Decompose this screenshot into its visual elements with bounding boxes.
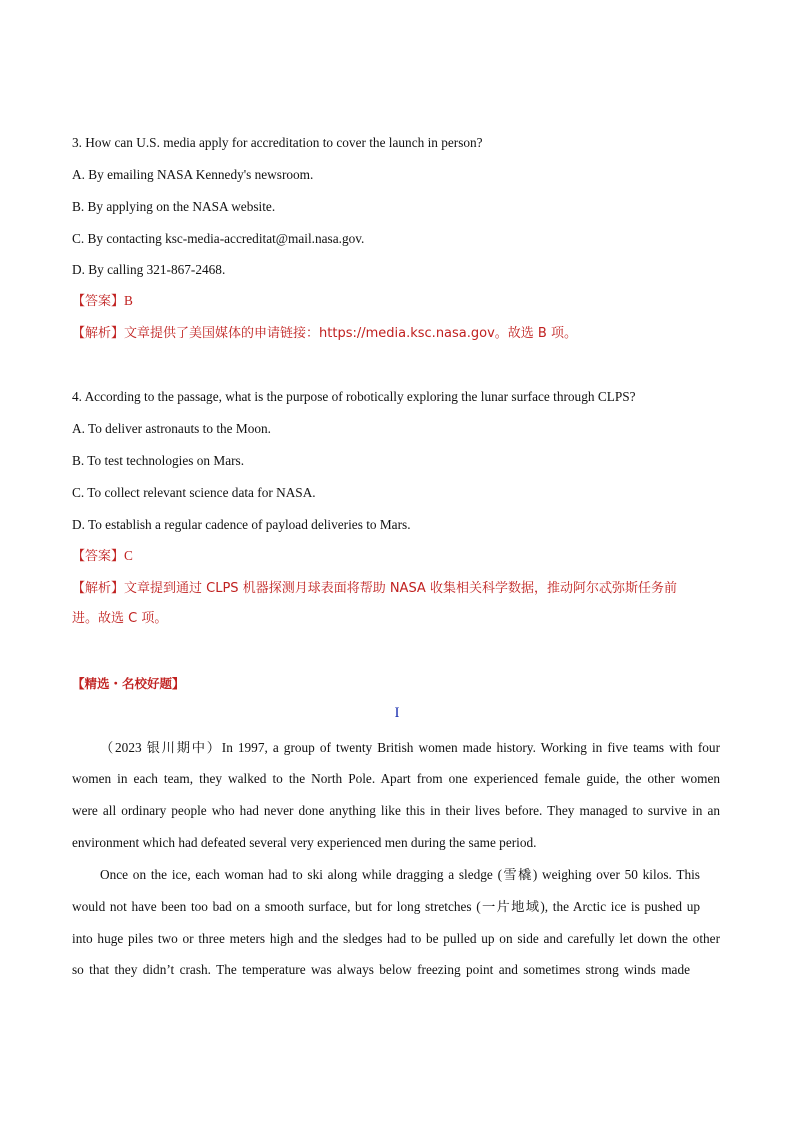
analysis-tag: 【解析】: [72, 581, 125, 596]
q3-option-d: D. By calling 321-867-2468.: [72, 262, 226, 277]
q3-option-b: B. By applying on the NASA website.: [72, 199, 276, 214]
p1-line-1: （2023 银川期中）In 1997, a group of twenty British women made history. Working in five teams with four: [100, 740, 720, 755]
p1-line-3: were all ordinary people who had never done anything like this in their lives before. They managed to survive in an: [72, 803, 720, 818]
answer-tag: 【答案】: [72, 549, 125, 564]
q4-option-c: C. To collect relevant science data for NASA.: [72, 485, 316, 500]
analysis-text: 文章提供了美国媒体的申请链接：https://media.ksc.nasa.gov。故选 B 项。: [124, 326, 577, 341]
question-4: 4. According to the passage, what is the purpose of robotically exploring the lunar surface through CLPS?: [72, 389, 636, 404]
answer-value: B: [124, 293, 133, 308]
p2-line-1: Once on the ice, each woman had to ski along while dragging a sledge (雪橇) weighing over 50 kilos. This: [100, 867, 700, 882]
q4-option-d: D. To establish a regular cadence of payload deliveries to Mars.: [72, 517, 411, 532]
analysis-tag: 【解析】: [72, 326, 125, 341]
q3-option-c: C. By contacting ksc-media-accreditat@mail.nasa.gov.: [72, 231, 365, 246]
answer-value: C: [124, 548, 133, 563]
question-3: 3. How can U.S. media apply for accreditation to cover the launch in person?: [72, 135, 483, 150]
p2-line-4: so that they didn’t crash. The temperature was always below freezing point and sometimes strong winds made: [72, 962, 690, 977]
p1-line-4: environment which had defeated several very experienced men during the same period.: [72, 835, 537, 850]
q4-analysis-line-2: 进。故选 C 项。: [72, 611, 168, 626]
q4-answer: [72, 546, 722, 567]
section-tag: 【精选・名校好题】: [72, 676, 185, 691]
p2-line-3: into huge piles two or three meters high and the sledges had to be pulled up on side and carefully let down the other: [72, 931, 720, 946]
p1-line-2: women in each team, they walked to the North Pole. Apart from one experienced female guide, the other women: [72, 771, 720, 786]
passage-number: I: [394, 705, 400, 721]
q3-answer: [72, 291, 722, 312]
q4-option-a: A. To deliver astronauts to the Moon.: [72, 421, 271, 436]
analysis-text: 文章提到通过 CLPS 机器探测月球表面将帮助 NASA 收集相关科学数据，推动阿尔忒弥斯任务前: [124, 581, 677, 596]
q4-analysis-line-1: [72, 578, 722, 599]
q4-option-b: B. To test technologies on Mars.: [72, 453, 245, 468]
q3-option-a: A. By emailing NASA Kennedy's newsroom.: [72, 167, 314, 182]
answer-tag: 【答案】: [72, 294, 125, 309]
q3-analysis: [72, 323, 722, 344]
p2-line-2: would not have been too bad on a smooth surface, but for long stretches (一片地域), the Arctic ice is pushed up: [72, 899, 700, 914]
